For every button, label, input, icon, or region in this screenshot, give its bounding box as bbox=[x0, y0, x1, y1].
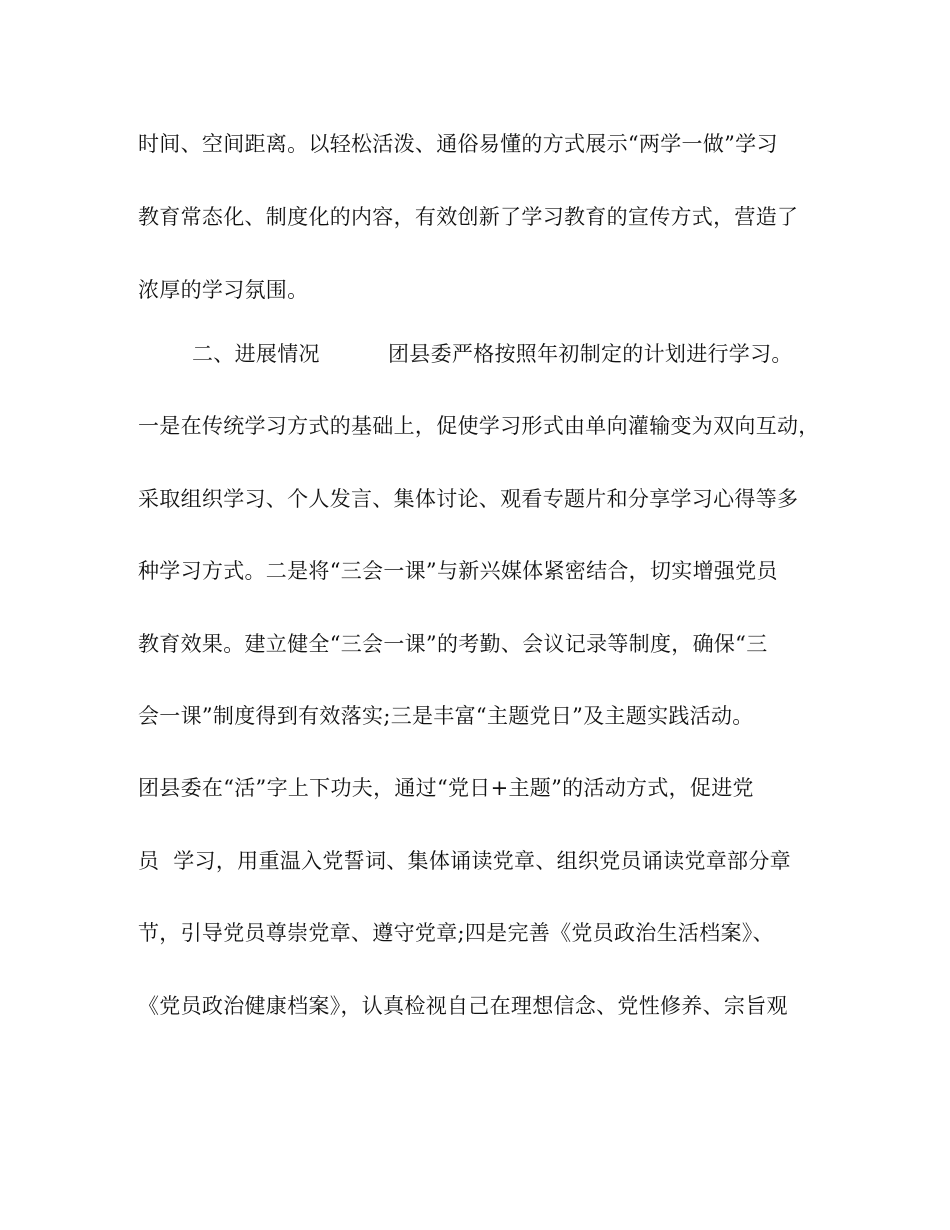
paragraph-line: 种学习方式。二是将“三会一课”与新兴媒体紧密结合，切实增强党员 bbox=[138, 559, 778, 583]
paragraph-line: 团县委在“活”字上下功夫，通过“党日+主题”的活动方式，促进党 bbox=[138, 776, 754, 800]
paragraph-line: 时间、空间距离。以轻松活泼、通俗易懂的方式展示“两学一做”学习 bbox=[138, 132, 778, 156]
paragraph-line: 《党员政治健康档案》，认真检视自己在理想信念、党性修养、宗旨观 bbox=[138, 994, 788, 1018]
section-intro: 团县委严格按照年初制定的计划进行学习。 bbox=[388, 342, 793, 366]
paragraph-line: 会一课”制度得到有效落实;三是丰富“主题党日”及主题实践活动。 bbox=[138, 704, 754, 728]
paragraph-line: 采取组织学习、个人发言、集体讨论、观看专题片和分享学习心得等多 bbox=[138, 487, 799, 511]
paragraph-line: 节，引导党员尊崇党章、遵守党章;四是完善《党员政治生活档案》、 bbox=[138, 921, 774, 945]
paragraph-line: 浓厚的学习氛围。 bbox=[138, 278, 309, 302]
paragraph-line: 教育常态化、制度化的内容，有效创新了学习教育的宣传方式，营造了 bbox=[138, 205, 799, 229]
paragraph-line: 员 学习，用重温入党誓词、集体诵读党章、组织党员诵读党章部分章 bbox=[138, 849, 791, 873]
paragraph-line: 教育效果。建立健全“三会一课”的考勤、会议记录等制度，确保“三 bbox=[138, 632, 768, 656]
paragraph-line: 一是在传统学习方式的基础上，促使学习形式由单向灌输变为双向互动， bbox=[138, 414, 820, 438]
section-heading: 二、进展情况 bbox=[192, 342, 320, 366]
